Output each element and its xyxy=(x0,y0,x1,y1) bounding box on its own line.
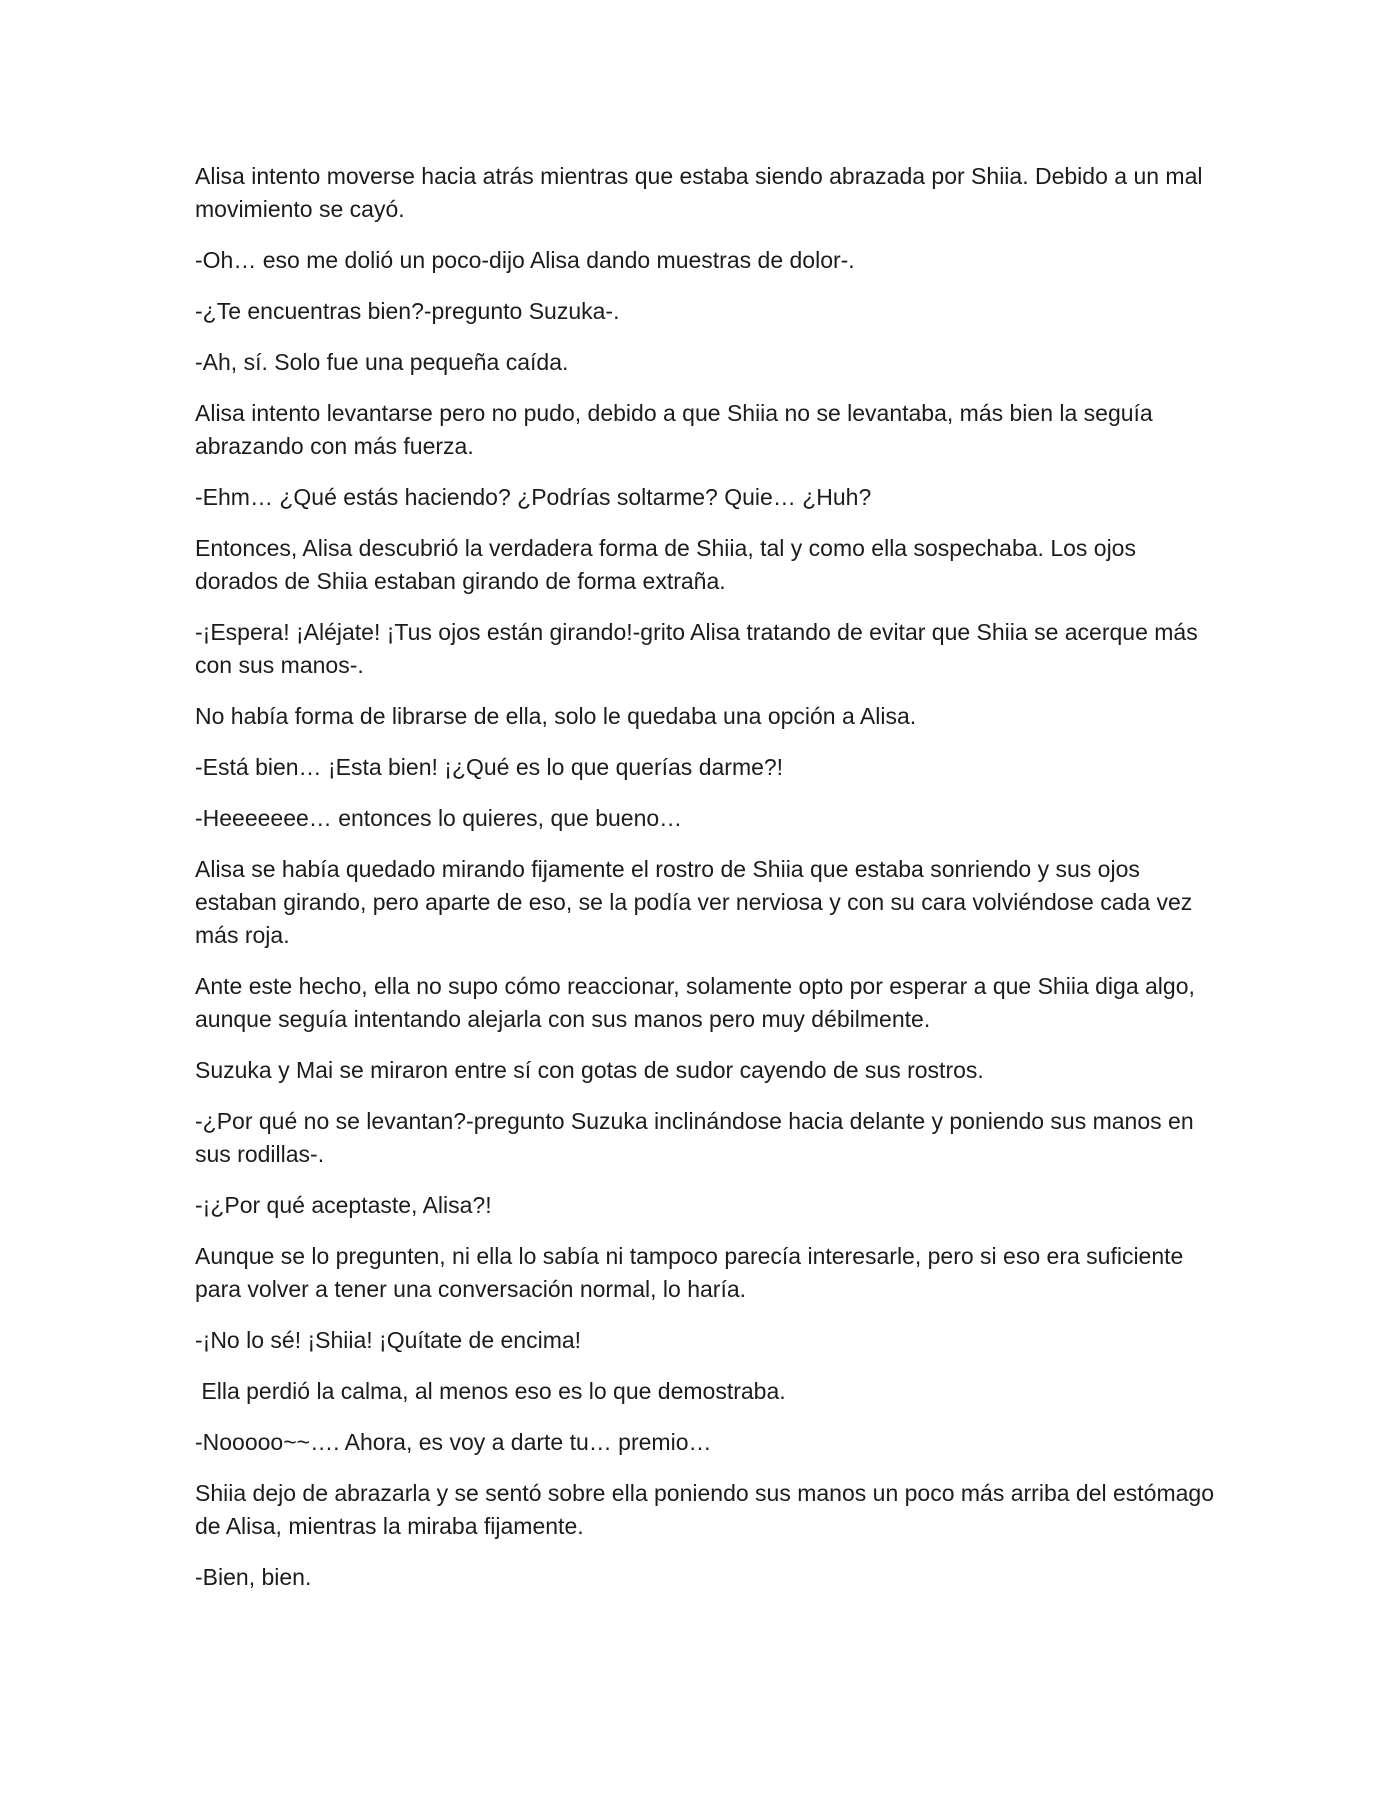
document-body xyxy=(195,160,1225,1612)
paragraph: Alisa intento moverse hacia atrás mientras que estaba siendo abrazada por Shiia. Debido a un mal movimiento se cayó. xyxy=(195,163,1209,222)
paragraph: No había forma de librarse de ella, solo le quedaba una opción a Alisa. xyxy=(195,703,917,729)
paragraph: Aunque se lo pregunten, ni ella lo sabía ni tampoco parecía interesarle, pero si eso era suficiente para volver a tener una conversación normal, lo haría. xyxy=(195,1243,1190,1302)
paragraph: -¿Te encuentras bien?-pregunto Suzuka-. xyxy=(195,298,620,324)
paragraph: Alisa se había quedado mirando fijamente el rostro de Shiia que estaba sonriendo y sus ojos estaban girando, pero aparte de eso, se la podía ver nerviosa y con su cara volviéndose cada vez más roja. xyxy=(195,856,1199,948)
paragraph: Entonces, Alisa descubrió la verdadera forma de Shiia, tal y como ella sospechaba. Los ojos dorados de Shiia estaban girando de forma extraña. xyxy=(195,535,1143,594)
paragraph: -Ah, sí. Solo fue una pequeña caída. xyxy=(195,349,569,375)
paragraph: -¿Por qué no se levantan?-pregunto Suzuka inclinándose hacia delante y poniendo sus manos en sus rodillas-. xyxy=(195,1108,1201,1167)
paragraph: Shiia dejo de abrazarla y se sentó sobre ella poniendo sus manos un poco más arriba del estómago de Alisa, mientras la miraba fijamente. xyxy=(195,1480,1221,1539)
paragraph: Ante este hecho, ella no supo cómo reaccionar, solamente opto por esperar a que Shiia diga algo, aunque seguía intentando alejarla con sus manos pero muy débilmente. xyxy=(195,973,1202,1032)
paragraph: -Heeeeeee… entonces lo quieres, que bueno… xyxy=(195,805,683,831)
paragraph: Suzuka y Mai se miraron entre sí con gotas de sudor cayendo de sus rostros. xyxy=(195,1057,984,1083)
paragraph: -Nooooo~~…. Ahora, es voy a darte tu… premio… xyxy=(195,1429,712,1455)
paragraph: -Ehm… ¿Qué estás haciendo? ¿Podrías soltarme? Quie… ¿Huh? xyxy=(195,484,872,510)
paragraph: -Está bien… ¡Esta bien! ¡¿Qué es lo que querías darme?! xyxy=(195,754,784,780)
paragraph: Alisa intento levantarse pero no pudo, debido a que Shiia no se levantaba, más bien la seguía abrazando con más fuerza. xyxy=(195,400,1160,459)
paragraph: Ella perdió la calma, al menos eso es lo que demostraba. xyxy=(195,1378,786,1404)
paragraph: -¡No lo sé! ¡Shiia! ¡Quítate de encima! xyxy=(195,1327,582,1353)
paragraph: -¡Espera! ¡Aléjate! ¡Tus ojos están girando!-grito Alisa tratando de evitar que Shiia se acerque más con sus manos-. xyxy=(195,619,1205,678)
paragraph: -Bien, bien. xyxy=(195,1564,312,1590)
paragraph: -¡¿Por qué aceptaste, Alisa?! xyxy=(195,1192,492,1218)
paragraph: -Oh… eso me dolió un poco-dijo Alisa dando muestras de dolor-. xyxy=(195,247,855,273)
